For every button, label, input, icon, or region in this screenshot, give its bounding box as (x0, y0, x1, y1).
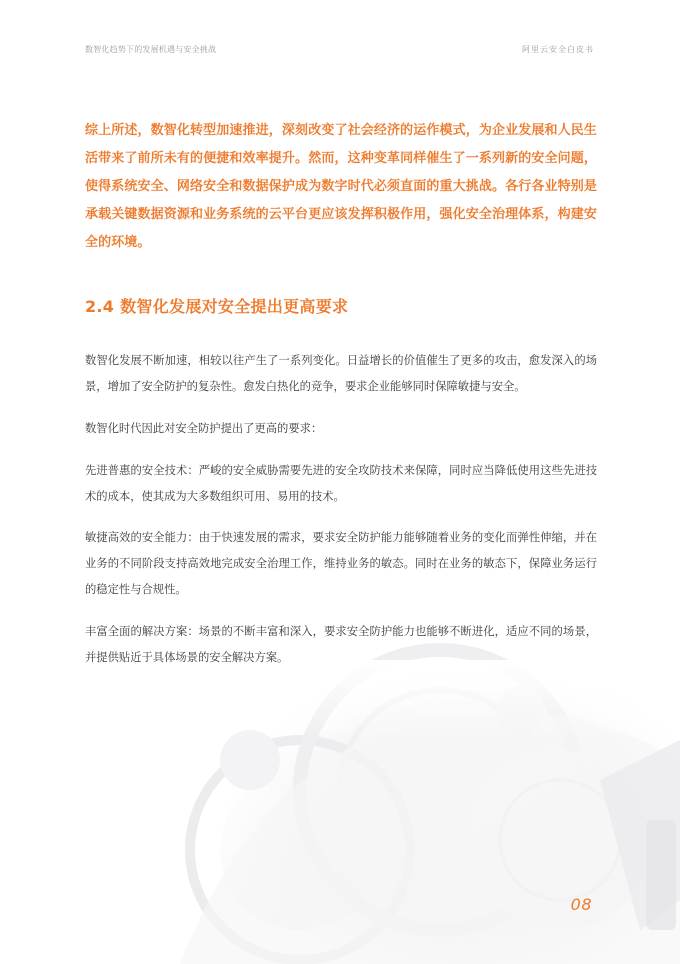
body-paragraph: 先进普惠的安全技术：严峻的安全威胁需要先进的安全攻防技术来保障，同时应当降低使用这些先进技术的成本，使其成为大多数组织可用、易用的技术。 (85, 464, 597, 503)
page-number: 08 (570, 895, 592, 914)
body-paragraph: 敏捷高效的安全能力：由于快速发展的需求，要求安全防护能力能够随着业务的变化而弹性伸缩，并在业务的不同阶段支持高效地完成安全治理工作，维持业务的敏态。同时在业务的敏态下，保障业务运行的稳定性与合规性。 (85, 531, 597, 596)
body-paragraph: 数智化发展不断加速，相较以往产生了一系列变化。日益增长的价值催生了更多的攻击，愈发深入的场景，增加了安全防护的复杂性。愈发白热化的竞争，要求企业能够同时保障敏捷与安全。 (85, 354, 597, 393)
running-header-chapter: 数智化趋势下的发展机遇与安全挑战 (85, 45, 217, 54)
body-paragraph: 数智化时代因此对安全防护提出了更高的要求： (85, 422, 323, 435)
running-header-publication: 阿里云安全白皮书 (522, 45, 594, 54)
section-title: 2.4 数智化发展对安全提出更高要求 (85, 297, 349, 316)
summary-paragraph: 综上所述，数智化转型加速推进，深刻改变了社会经济的运作模式，为企业发展和人民生活带来了前所未有的便捷和效率提升。然而，这种变革同样催生了一系列新的安全问题，使得系统安全、网络安全和数据保护成为数字时代必须直面的重大挑战。各行各业特别是承载关键数据资源和业务系统的云平台更应该发挥积极作用，强化安全治理体系，构建安全的环境。 (85, 123, 597, 250)
body-paragraph: 丰富全面的解决方案：场景的不断丰富和深入，要求安全防护能力也能够不断进化，适应不同的场景，并提供贴近于具体场景的安全解决方案。 (85, 625, 597, 664)
